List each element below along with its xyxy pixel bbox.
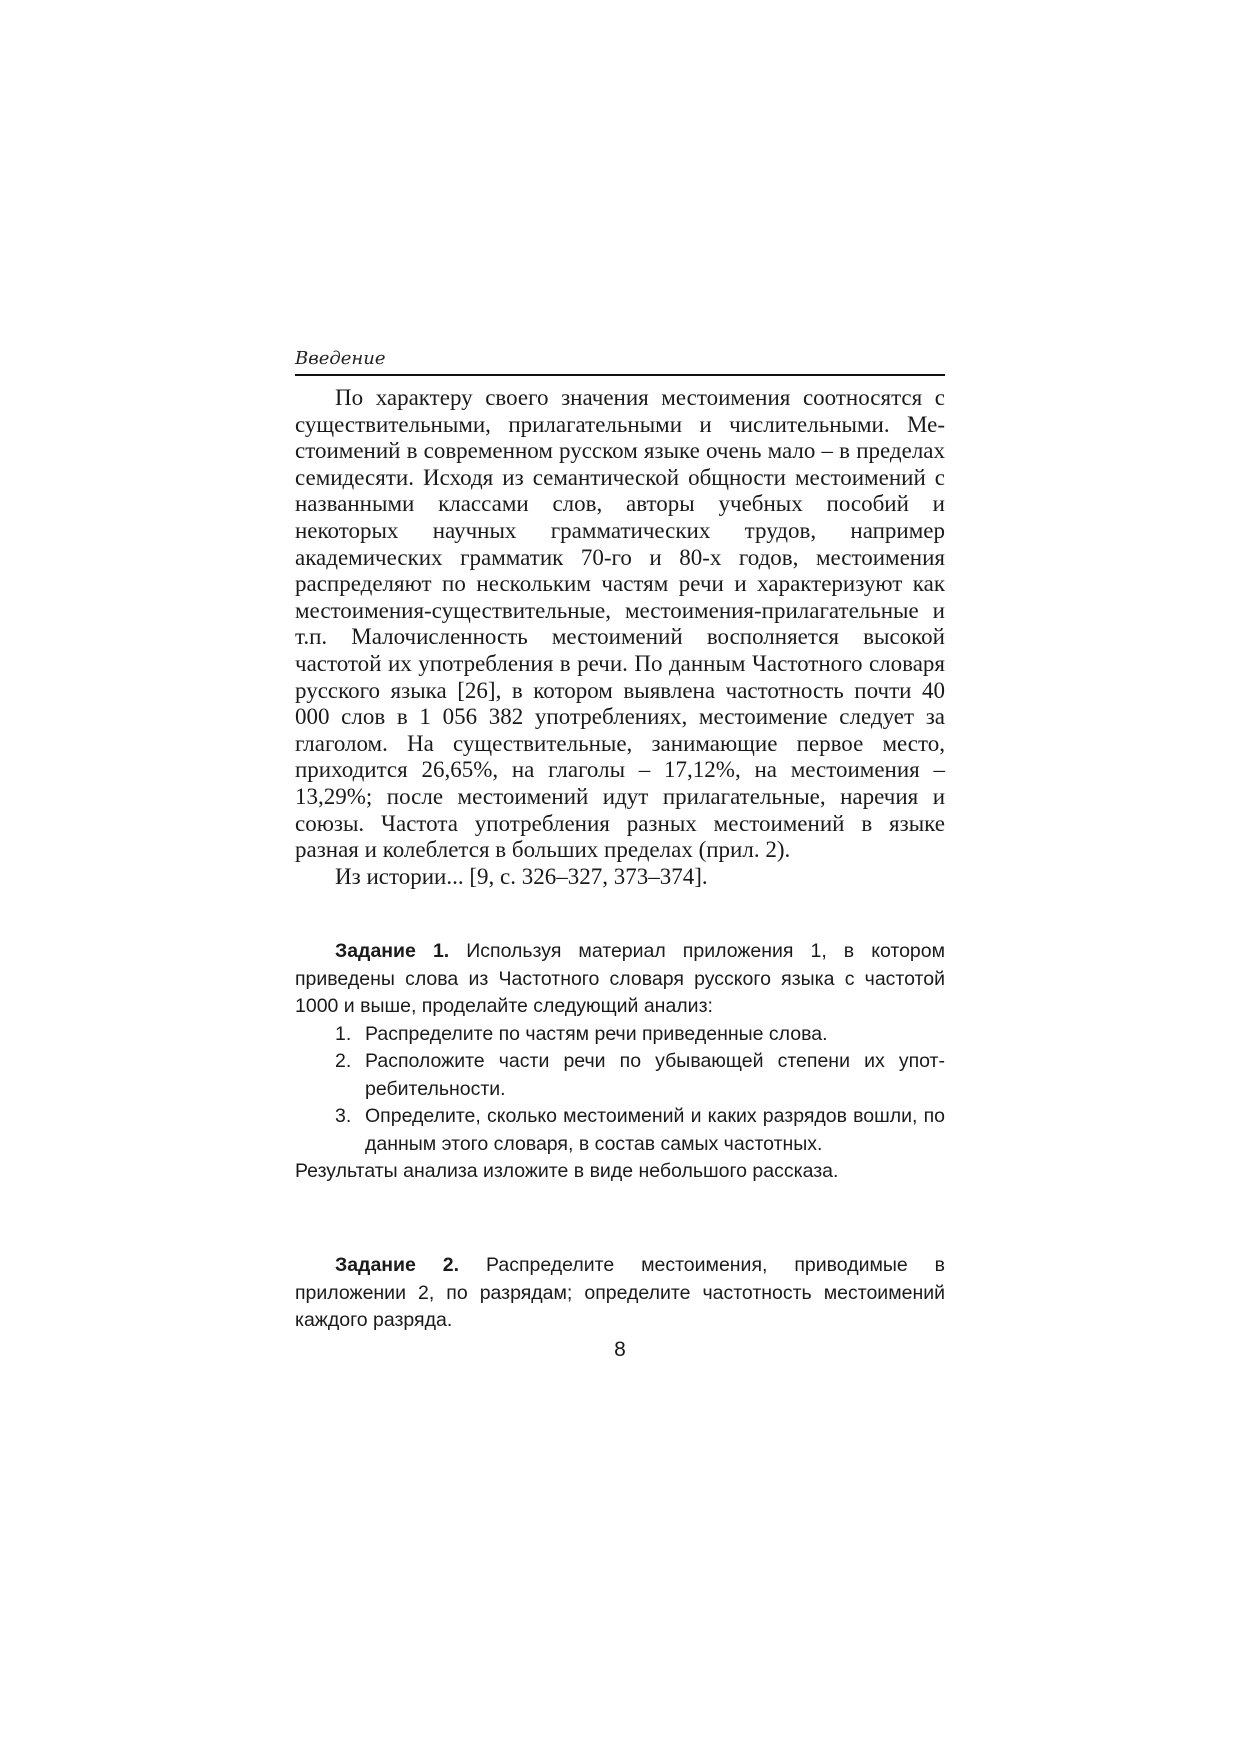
running-title: Введение [295,348,386,369]
list-item [295,1021,945,1049]
task-1-text: Используя материал приложения 1, в котором приведены слова из Частотного словаря русского языка с частотой 1000 и выше, проделайте следующий анализ: [295,940,946,1017]
task-1 [295,938,945,1186]
header-rule [295,374,945,376]
list-item-text: Определите, сколько местоимений и каких разрядов вошли, по данным этого словаря, в состав самых частотных. [365,1105,945,1155]
list-item-number: 3. [335,1105,352,1127]
list-item-number: 2. [335,1050,352,1072]
task-1-list [295,1021,945,1159]
task-2-text: Распределите местоимения, приводимые в приложении 2, по разрядам; определите частотность местоимений каждого разряда. [295,1254,946,1331]
list-item [295,1048,945,1103]
page-number: 8 [614,1338,626,1361]
task-2 [295,1252,945,1335]
task-1-label: Задание 1. [335,940,450,962]
list-item-number: 1. [335,1022,352,1045]
task-2-body [295,1252,945,1335]
list-item-text: Расположите части речи по убывающей степени их употребительности. [365,1050,945,1100]
main-text [295,385,945,890]
task-2-label: Задание 2. [335,1254,460,1276]
list-item [295,1103,945,1158]
task-1-intro [295,938,945,1021]
task-1-result: Результаты анализа изложите в виде небольшого рассказа. [295,1160,839,1182]
paragraph: Из истории... [9, с. 326–327, 373–374]. [335,863,708,889]
list-item-text: Распределите по частям речи приведенные слова. [365,1022,828,1045]
paragraph: По характеру своего значения местоимения соотносятся с существительными, прилагательными и числительными. Местоимений в современном русском языке очень мало – в пределах семидесяти. Исходя из семантической общности местоимений с названными классами слов, авторы учебных пособий и некоторых научных грамматических трудов, например академических грамматик 70-го и 80-х годов, местоимения распределяют по нескольким частям речи и характеризуют как местоимения-существительные, местоимения-прилагательные и т.п. Малочисленность местоимений восполняется высокой частотой их употребления в речи. По данным Частотного словаря русского языка [26], в котором выявлена частотность почти 40 000 слов в 1 056 382 употреблениях, местоимение следует за глаголом. На существительные, занимающие первое место, приходится 26,65%, на глаголы – 17,12%, на местоимения – 13,29%; после местоимений идут прилагательные, наречия и союзы. Частота употребления разных местоимений в языке разная и колеблется в больших пределах (прил. 2). [295,385,945,863]
